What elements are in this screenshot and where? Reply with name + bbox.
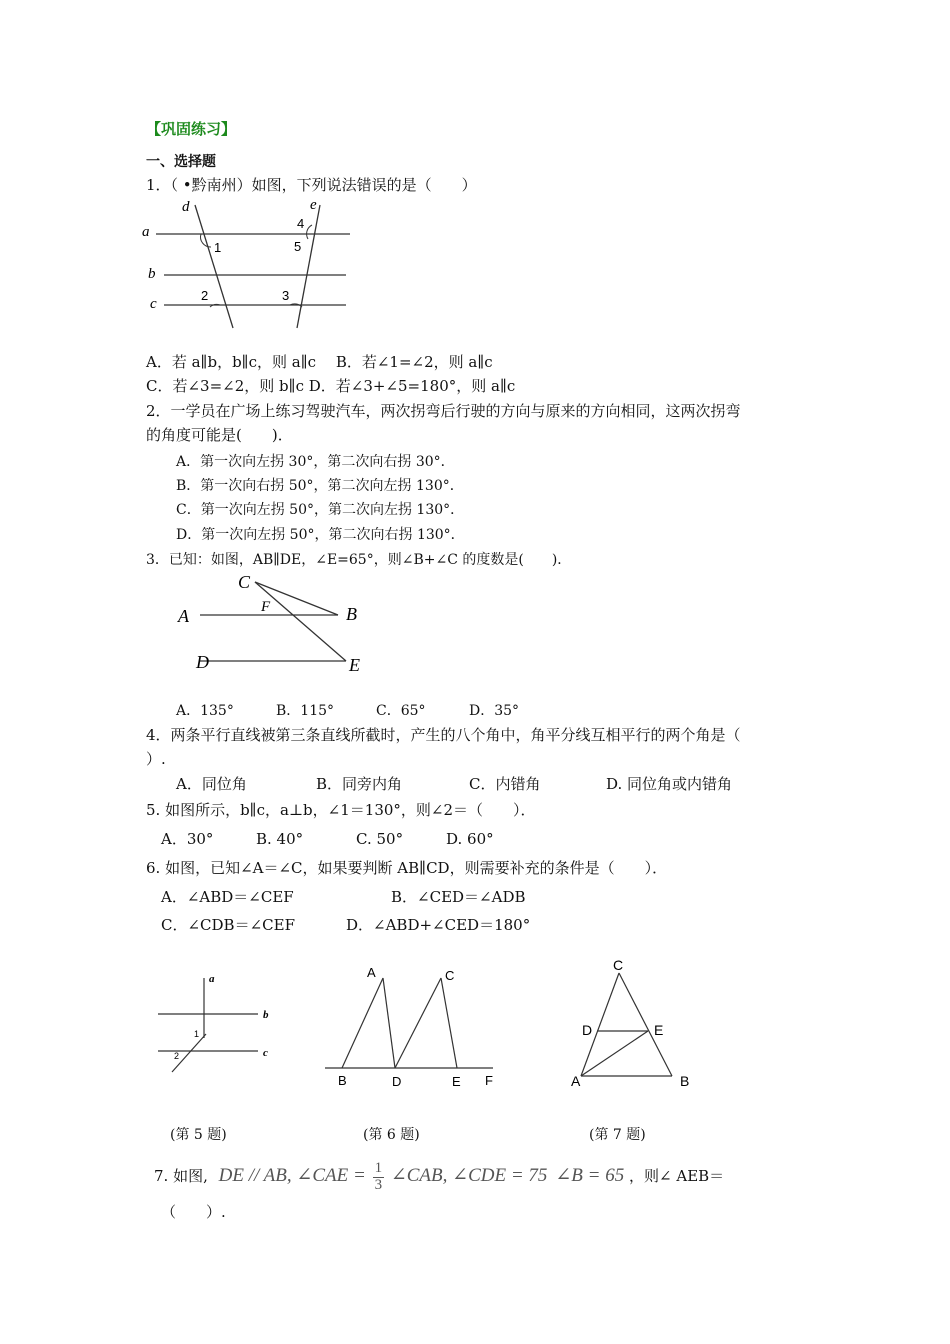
q4-option-B: B．同旁内角 — [316, 775, 403, 793]
q3-option-C: C．65° — [376, 703, 426, 719]
q2-stem-line2: 的角度可能是( )． — [146, 426, 293, 444]
segment-CE — [441, 978, 457, 1068]
label-3: 3 — [282, 288, 290, 303]
part-heading: 一、选择题 — [146, 154, 216, 170]
label-F: F — [485, 1073, 493, 1088]
q5-option-B: B. 40° — [256, 830, 304, 848]
label-A: A — [571, 1073, 581, 1089]
q4-option-C: C．内错角 — [469, 775, 541, 793]
label-C: C — [613, 957, 624, 973]
q5-option-D: D. 60° — [446, 830, 494, 848]
label-a: a — [209, 973, 215, 985]
q7-frac-num: 1 — [374, 1159, 383, 1176]
q7-answer-blank: （ ）. — [161, 1203, 226, 1221]
q5-option-C: C. 50° — [356, 830, 404, 848]
label-b: b — [263, 1009, 269, 1021]
q2-stem-line1: 2．一学员在广场上练习驾驶汽车，两次拐弯后行驶的方向与原来的方向相同，这两次拐弯 — [146, 402, 741, 420]
line-d — [195, 205, 233, 328]
label-E: E — [654, 1022, 664, 1038]
q2-option: B．第一次向右拐 50°，第二次向左拐 130°． — [176, 478, 464, 494]
label-D: D — [392, 1074, 402, 1089]
q7-prefix: 7. 如图, — [154, 1167, 208, 1185]
fig6-caption: (第 6 题) — [363, 1127, 420, 1143]
q1-stem: 1．（ •黔南州）如图，下列说法错误的是（ ） — [146, 176, 477, 194]
fig7-caption: (第 7 题) — [589, 1127, 646, 1143]
label-A: A — [367, 965, 376, 980]
q2-option: D．第一次向左拐 50°，第二次向右拐 130°． — [176, 527, 465, 543]
segment-BA — [342, 978, 383, 1068]
fig6 — [320, 962, 510, 1092]
q6-option-C: C．∠CDB＝∠CEF — [161, 916, 295, 934]
label-5: 5 — [294, 239, 302, 254]
fig5 — [150, 968, 300, 1078]
label-B: B — [346, 604, 357, 624]
q3-option-B: B．115° — [276, 703, 335, 719]
q1-figure — [140, 195, 355, 335]
fig5-caption: (第 5 题) — [170, 1127, 227, 1143]
segment-CE — [255, 582, 346, 661]
q6-option-A: A．∠ABD＝∠CEF — [161, 888, 294, 906]
segment-CB — [619, 973, 672, 1076]
q7-formula-c: ∠B = 65 — [555, 1165, 625, 1186]
q3-option-D: D．35° — [469, 703, 520, 719]
label-c: c — [263, 1047, 268, 1059]
q7-formula-a: DE // AB, ∠CAE = — [218, 1165, 366, 1186]
q2-option: A．第一次向左拐 30°，第二次向右拐 30°． — [176, 454, 455, 470]
label-C: C — [238, 572, 251, 592]
label-1: 1 — [214, 240, 222, 255]
q3-figure — [170, 570, 370, 680]
label-F: F — [261, 599, 271, 615]
label-B: B — [680, 1073, 690, 1089]
label-d: d — [182, 199, 190, 215]
arc-4-5 — [307, 225, 312, 239]
q7-formula-b: ∠CAB, ∠CDE = 75 — [390, 1165, 548, 1186]
q7-stem — [154, 1153, 724, 1199]
q2-option: C．第一次向左拐 50°，第二次向左拐 130°． — [176, 502, 465, 518]
q1-option-row: C．若∠3=∠2，则 b∥c D．若∠3+∠5=180°，则 a∥c — [146, 377, 516, 395]
label-A: A — [178, 606, 189, 626]
label-E: E — [452, 1074, 461, 1089]
q3-option-A: A．135° — [176, 703, 234, 719]
label-a: a — [142, 224, 150, 240]
label-C: C — [445, 968, 455, 983]
label-e: e — [310, 197, 317, 213]
label-B: B — [338, 1073, 347, 1088]
label-c: c — [150, 296, 157, 312]
segment-DC — [395, 978, 441, 1068]
q4-option-A: A．同位角 — [176, 775, 247, 793]
label-b: b — [148, 266, 156, 282]
q6-stem: 6. 如图，已知∠A＝∠C，如果要判断 AB∥CD，则需要补充的条件是（ ）． — [146, 859, 668, 877]
q3-stem: 3．已知：如图，AB∥DE，∠E=65°，则∠B+∠C 的度数是( )． — [146, 552, 572, 568]
section-title: 【巩固练习】 — [146, 120, 237, 138]
q4-stem-line1: 4．两条平行直线被第三条直线所截时，产生的八个角中，角平分线互相平行的两个角是（ — [146, 726, 741, 744]
label-2: 2 — [201, 288, 209, 303]
q7-fraction — [373, 1161, 385, 1194]
q5-option-A: A．30° — [161, 830, 214, 848]
q4-option-D: D. 同位角或内错角 — [606, 775, 733, 793]
segment-AD — [383, 978, 395, 1068]
label-4: 4 — [297, 216, 305, 231]
label-2: 2 — [174, 1051, 180, 1061]
q6-option-B: B．∠CED＝∠ADB — [391, 888, 526, 906]
label-E: E — [349, 655, 360, 675]
q1-option-row: A．若 a∥b，b∥c，则 a∥c B．若∠1=∠2，则 a∥c — [146, 353, 493, 371]
q5-stem: 5. 如图所示，b∥c，a⊥b，∠1＝130°，则∠2＝（ ）． — [146, 801, 536, 819]
label-1: 1 — [194, 1029, 200, 1039]
q4-stem-line2: ）. — [146, 750, 166, 768]
q7-frac-den: 3 — [374, 1176, 383, 1193]
label-D: D — [196, 652, 209, 672]
label-D: D — [582, 1022, 593, 1038]
q7-suffix: ，则∠ AEB＝ — [629, 1167, 725, 1185]
fig7 — [565, 955, 705, 1095]
q6-option-D: D．∠ABD+∠CED＝180° — [346, 916, 531, 934]
